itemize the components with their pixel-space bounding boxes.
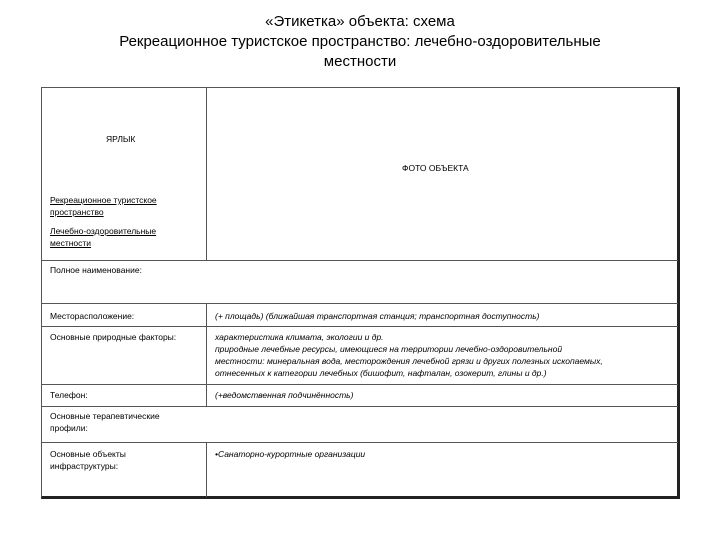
- row-divider: [42, 384, 678, 385]
- full-name-label: Полное наименование:: [50, 265, 142, 275]
- page-title: [0, 12, 720, 72]
- title-line-3: местности: [323, 53, 397, 70]
- natural-factors-line2: природные лечебные ресурсы, имеющиеся на территории лечебно-оздоровительной: [215, 344, 563, 354]
- column-divider-lower: [206, 303, 207, 406]
- label-tag: ЯРЛЫК: [106, 134, 136, 144]
- natural-factors-line4: отнесенных к категории лечебных (бишофит, нафталан, озокерит, глины и др.): [215, 368, 547, 378]
- infrastructure-line2: инфраструктуры:: [50, 461, 119, 471]
- space-link[interactable]: [50, 194, 157, 218]
- phone-label: Телефон:: [50, 390, 88, 400]
- natural-factors-value: [215, 331, 603, 379]
- therapeutic-profiles-line1: Основные терапевтические: [50, 411, 160, 421]
- location-value: (+ площадь) (ближайшая транспортная станция; транспортная доступность): [215, 311, 540, 321]
- space-link-line2: пространство: [50, 207, 104, 217]
- therapeutic-profiles-label: [50, 410, 160, 434]
- space-link-line1: Рекреационное туристское: [50, 195, 157, 205]
- area-link-line2: местности: [50, 238, 92, 248]
- area-link[interactable]: [50, 225, 156, 249]
- row-divider: [42, 406, 678, 407]
- row-divider: [42, 442, 678, 443]
- row-divider: [42, 260, 678, 261]
- natural-factors-label: Основные природные факторы:: [50, 332, 177, 342]
- infrastructure-line1: Основные объекты: [50, 449, 126, 459]
- therapeutic-profiles-line2: профили:: [50, 423, 88, 433]
- title-line-2: Рекреационное туристское пространство: лечебно-оздоровительные: [119, 33, 601, 50]
- area-link-line1: Лечебно-оздоровительные: [50, 226, 157, 236]
- column-divider-infra: [206, 442, 207, 497]
- label-table: [41, 87, 680, 499]
- row-divider: [42, 326, 678, 327]
- infrastructure-label: [50, 448, 126, 472]
- photo-label: ФОТО ОБЪЕКТА: [402, 163, 469, 173]
- infrastructure-value: •Санаторно-курортные организации: [215, 449, 366, 459]
- title-line-1: «Этикетка» объекта: схема: [265, 13, 455, 30]
- natural-factors-line3: местности: минеральная вода, месторождения лечебной грязи и других полезных ископаемых,: [215, 356, 603, 366]
- natural-factors-line1: характеристика климата, экологии и др.: [215, 332, 384, 342]
- row-divider: [42, 303, 678, 304]
- location-label: Месторасположение:: [50, 311, 135, 321]
- column-divider: [206, 88, 207, 260]
- phone-value: (+ведомственная подчинённость): [215, 390, 354, 400]
